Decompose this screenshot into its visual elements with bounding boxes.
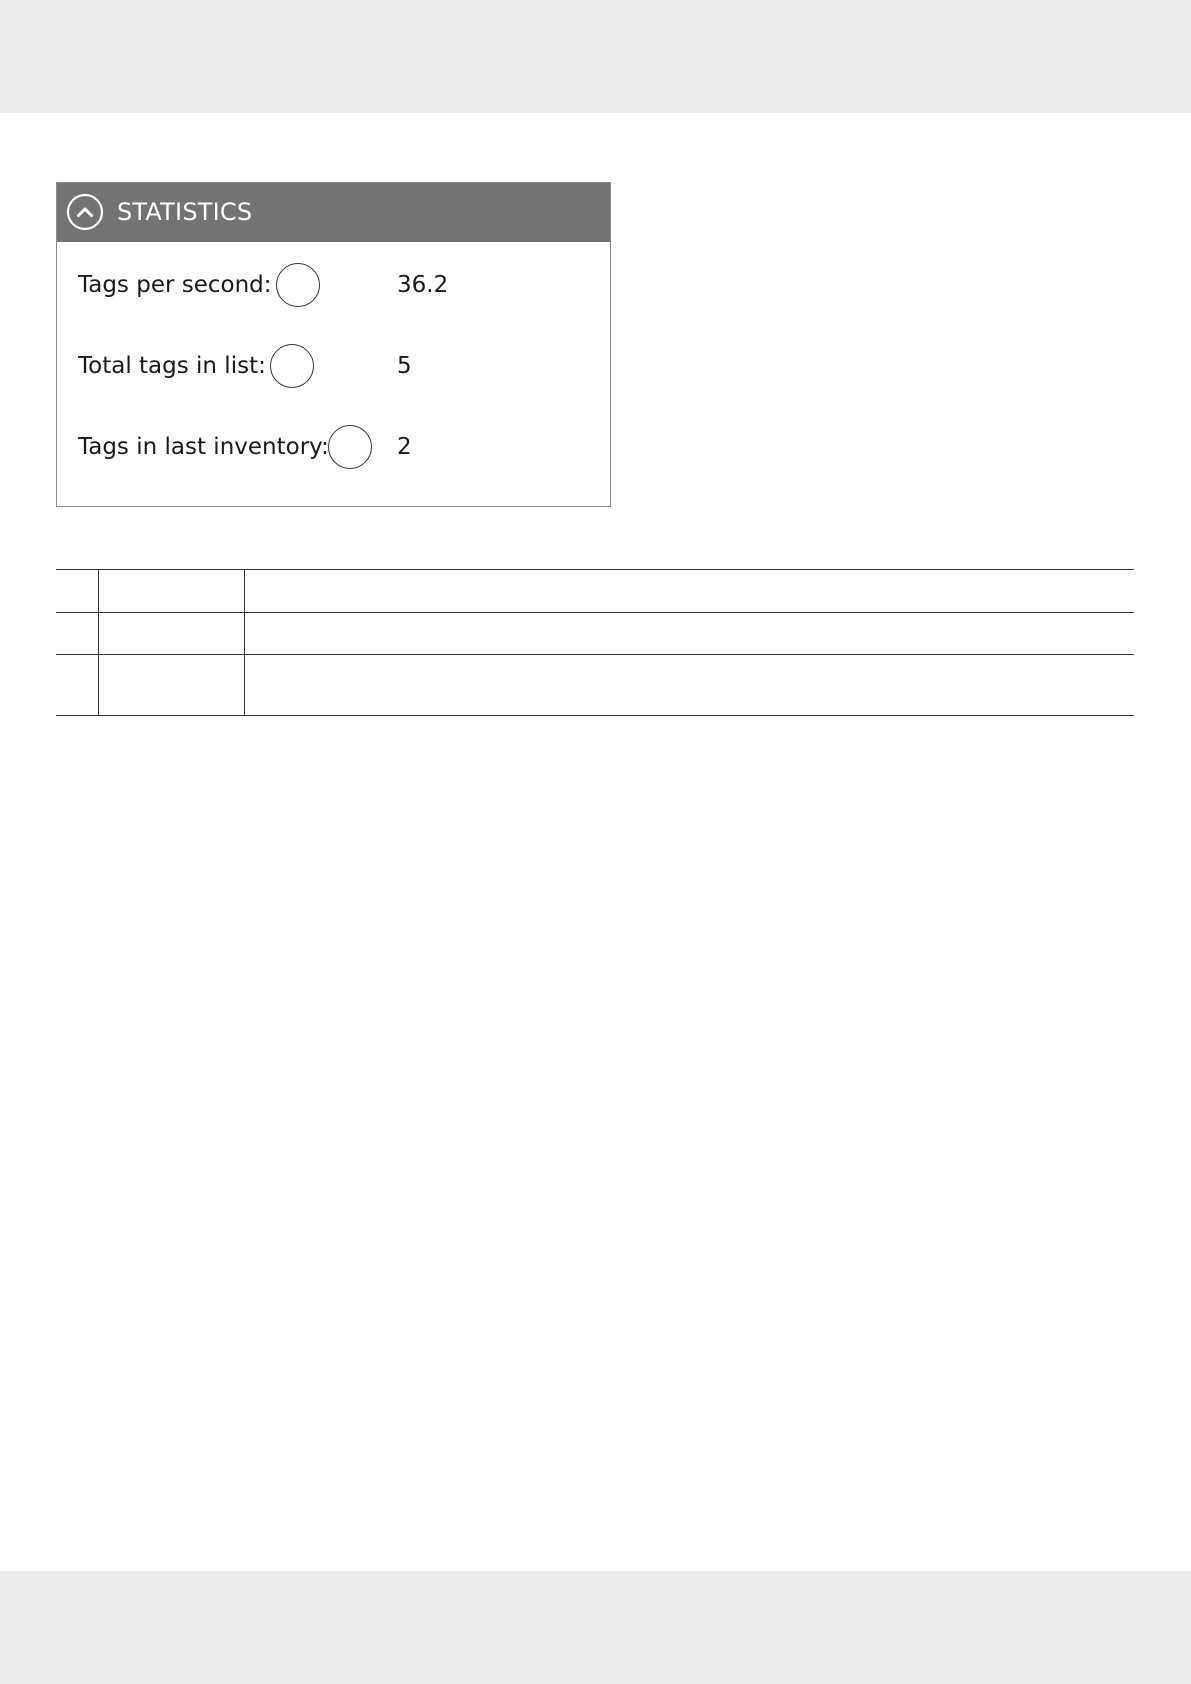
table-cell	[99, 655, 245, 716]
statistics-panel	[56, 182, 611, 507]
last-inventory-value: 2	[397, 434, 412, 460]
table-row	[56, 613, 1134, 655]
table-cell	[56, 613, 99, 655]
callout-circle-2	[270, 344, 314, 388]
statistics-title: STATISTICS	[117, 198, 253, 226]
header-band	[0, 0, 1191, 113]
stat-row-total-tags	[78, 342, 578, 390]
table-cell	[99, 613, 245, 655]
table-cell	[99, 570, 245, 613]
statistics-header[interactable]	[57, 183, 610, 242]
table-cell	[245, 613, 1135, 655]
callout-circle-3	[328, 425, 372, 469]
footer-band	[0, 1571, 1191, 1684]
chevron-up-circle-icon[interactable]	[66, 193, 104, 231]
total-tags-value: 5	[397, 353, 412, 379]
total-tags-label: Total tags in list:	[78, 353, 266, 379]
tags-per-second-value: 36.2	[397, 272, 449, 298]
tags-per-second-label: Tags per second:	[78, 272, 272, 298]
callout-circle-1	[276, 263, 320, 307]
reference-table	[56, 569, 1134, 716]
table-cell	[245, 655, 1135, 716]
table-cell	[56, 655, 99, 716]
table-cell	[56, 570, 99, 613]
table-cell	[245, 570, 1135, 613]
table-row	[56, 655, 1134, 716]
table-row	[56, 570, 1134, 613]
stat-row-last-inventory	[78, 423, 578, 471]
last-inventory-label: Tags in last inventory:	[78, 434, 329, 460]
stat-row-tags-per-second	[78, 261, 578, 309]
